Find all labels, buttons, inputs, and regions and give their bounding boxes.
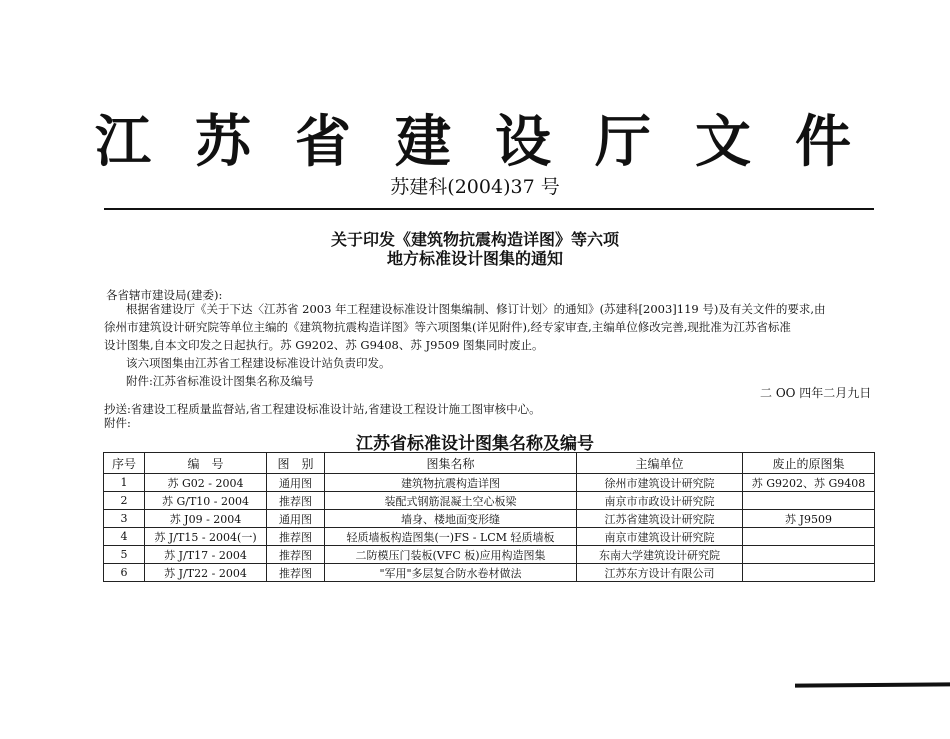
attachment-reference: 附件:江苏省标准设计图集名称及编号	[126, 374, 314, 388]
cell-name: 装配式钢筋混凝土空心板梁	[325, 492, 577, 510]
cell-seq: 3	[104, 510, 145, 528]
issue-date: 二 OO 四年二月九日	[760, 386, 872, 400]
header-seq: 序号	[104, 453, 145, 474]
cell-editor: 南京市建筑设计研究院	[577, 528, 743, 546]
cell-editor: 南京市市政设计研究院	[577, 492, 743, 510]
cell-superseded: 苏 G9202、苏 G9408	[743, 474, 875, 492]
cell-editor: 江苏东方设计有限公司	[577, 564, 743, 582]
table-title: 江苏省标准设计图集名称及编号	[356, 434, 594, 454]
header-superseded: 废止的原图集	[743, 453, 875, 474]
cell-name: 墙身、楼地面变形缝	[325, 510, 577, 528]
cell-name: 轻质墙板构造图集(一)FS - LCM 轻质墙板	[325, 528, 577, 546]
cell-seq: 1	[104, 474, 145, 492]
cell-editor: 东南大学建筑设计研究院	[577, 546, 743, 564]
cell-code: 苏 J/T15 - 2004(一)	[145, 528, 267, 546]
cell-code: 苏 J/T17 - 2004	[145, 546, 267, 564]
paragraph-1-line-3: 设计图集,自本文印发之日起执行。苏 G9202、苏 G9408、苏 J9509 图集同时废止。	[104, 338, 544, 352]
attachment-label: 附件:	[104, 416, 131, 430]
cell-superseded	[743, 564, 875, 582]
header-name: 图集名称	[325, 453, 577, 474]
table-row	[104, 510, 875, 528]
cell-superseded	[743, 528, 875, 546]
table-row	[104, 492, 875, 510]
cell-category: 推荐图	[267, 564, 325, 582]
salutation: 各省辖市建设局(建委):	[106, 288, 223, 302]
cell-category: 推荐图	[267, 546, 325, 564]
cell-seq: 4	[104, 528, 145, 546]
cell-superseded	[743, 492, 875, 510]
cell-code: 苏 G02 - 2004	[145, 474, 267, 492]
paragraph-1-line-2: 徐州市建筑设计研究院等单位主编的《建筑物抗震构造详图》等六项图集(详见附件),经专家审查,主编单位修改完善,现批准为江苏省标准	[104, 320, 791, 334]
scan-artifact-line	[795, 682, 950, 687]
cell-seq: 5	[104, 546, 145, 564]
cell-seq: 6	[104, 564, 145, 582]
cell-editor: 江苏省建筑设计研究院	[577, 510, 743, 528]
table-row	[104, 546, 875, 564]
cell-name: 二防模压门装板(VFC 板)应用构造图集	[325, 546, 577, 564]
paragraph-2: 该六项图集由江苏省工程建设标准设计站负责印发。	[126, 356, 391, 370]
cell-category: 推荐图	[267, 492, 325, 510]
cc-list: 抄送:省建设工程质量监督站,省工程建设标准设计站,省建设工程设计施工图审核中心。	[104, 402, 541, 416]
notice-title-line-2: 地方标准设计图集的通知	[386, 249, 563, 268]
table-row	[104, 528, 875, 546]
cell-seq: 2	[104, 492, 145, 510]
header-code: 编 号	[145, 453, 267, 474]
table-row	[104, 564, 875, 582]
header-editor: 主编单位	[577, 453, 743, 474]
standards-table	[103, 452, 875, 582]
cell-name: 建筑物抗震构造详图	[325, 474, 577, 492]
document-headline: 江苏省建设厅文件	[95, 109, 895, 175]
cell-superseded: 苏 J9509	[743, 510, 875, 528]
cell-category: 通用图	[267, 474, 325, 492]
cell-code: 苏 G/T10 - 2004	[145, 492, 267, 510]
table-header-row	[104, 453, 875, 474]
document-number: 苏建科(2004)37 号	[390, 176, 560, 198]
header-divider	[104, 208, 874, 210]
cell-code: 苏 J09 - 2004	[145, 510, 267, 528]
cell-editor: 徐州市建筑设计研究院	[577, 474, 743, 492]
cell-category: 推荐图	[267, 528, 325, 546]
cell-category: 通用图	[267, 510, 325, 528]
cell-superseded	[743, 546, 875, 564]
notice-title-line-1: 关于印发《建筑物抗震构造详图》等六项	[330, 230, 619, 249]
table-row	[104, 474, 875, 492]
cell-name: "军用"多层复合防水卷材做法	[325, 564, 577, 582]
cell-code: 苏 J/T22 - 2004	[145, 564, 267, 582]
paragraph-1-line-1: 根据省建设厅《关于下达〈江苏省 2003 年工程建设标准设计图集编制、修订计划〉的通知》(苏建科[2003]119 号)及有关文件的要求,由	[126, 302, 826, 316]
header-category: 图 别	[267, 453, 325, 474]
